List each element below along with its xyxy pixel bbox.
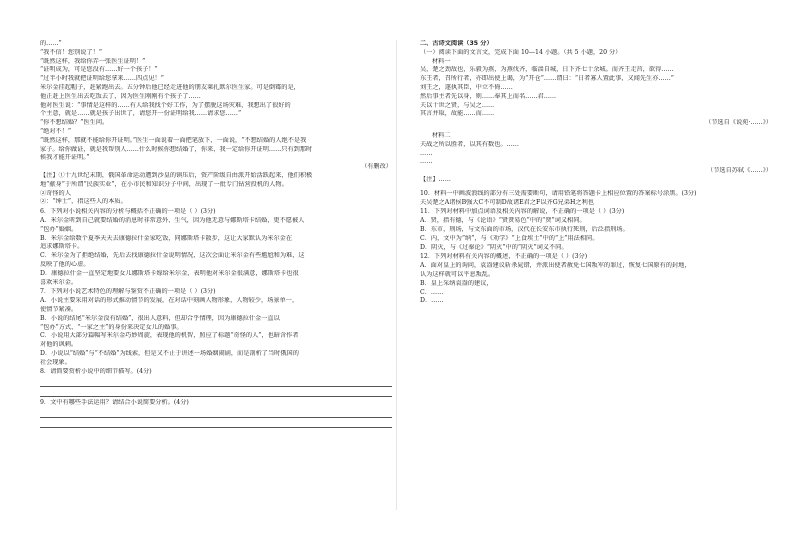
option-line: D．阴灭，与《过秦论》“阴灭”中的“阴灭”词义不同。 <box>420 243 568 251</box>
column-divider <box>396 40 397 510</box>
answer-line <box>40 379 392 387</box>
question-11-stem: 11．下列对材料中加点词语及相关内容的解说，不正确的一项是（ ）(3分) <box>420 208 625 216</box>
material-line: …… <box>420 149 433 157</box>
answer-line <box>40 389 392 397</box>
option-line: D．康德拉什金一直坚定地要女儿娜斯塔卡嫁给米尔金，表明他对米尔金很满意，娜斯塔卡也很 <box>40 269 299 277</box>
story-line: 个主意，就是……就是孩子出世了，请您开一份证明给我……请求您……” <box>40 110 242 118</box>
option-line: C．内，文中为“纳”，与《劝学》“上食埃土”中的“上”用法相同。 <box>420 234 599 242</box>
right-note: 【注】…… <box>420 175 451 183</box>
question-7-options <box>40 297 392 367</box>
story-line: “既然这样，我给你弄一张医生证明！” <box>40 57 146 65</box>
left-column <box>40 40 392 430</box>
material-1-source: （节选自《说苑·……》） <box>705 119 772 127</box>
question-9-stem: 9．文中有哪些手法运用？请结合小说简要分析。(4分) <box>40 399 189 407</box>
question-8-stem: 8．请简要赏析小说中的细节描写。(4分) <box>40 368 152 376</box>
option-line: 反映了他的心虚。 <box>40 260 90 268</box>
story-line: 他对医生说：“事情是这样的……有人给我找个好工作，为了摆脱这场灾难，我想出了很好的 <box>40 101 291 109</box>
option-line: “包办”方式、“一家之主”的身份来决定女儿的婚事。 <box>40 323 183 331</box>
option-line: A．面对皇上的询问，袁盎建议斩杀晁错，并派出使者赦免七国叛军的罪过，恢复七国原有的封地， <box>420 262 691 270</box>
option-line: C．小说用大部分篇幅写米尔金巧妙周旋，表现他的机智，照应了标题“奇怪的人”，也暗含作者 <box>40 332 299 340</box>
question-10 <box>420 190 772 208</box>
material-line: 吴，楚之劲敌也，乐毅为燕，为燕伐齐，临淄自城，日下齐七十余城。而齐王走莒，欲得…… <box>420 66 674 74</box>
option-line: D．小说以“结婚”与“不结婚”为线索，但是又不止于讲述一场婚姻闹剧，而是剖析了当时俄国的 <box>40 349 299 357</box>
option-line: “包办”婚姻。 <box>40 225 78 233</box>
option-line: A．米尔金听到自己就要结婚的消息时非常意外、生气，因为他无意与娜斯塔卡结婚，更不愿被人 <box>40 216 305 224</box>
option-line: 使情节紧凑。 <box>40 305 78 313</box>
material-2-title: 材料二 <box>432 131 451 139</box>
question-12-stem: 12．下列对材料有关内容的概述，不正确的一项是（ ）(3分) <box>420 253 588 261</box>
question-6-options <box>40 217 392 287</box>
note-line: 【注】①十九世纪末期，俄国革命运动遭到沙皇的镇压后，资产阶级自由派开始活跃起来，他们积极 <box>40 171 313 179</box>
story-line: “绝对不！” <box>40 127 72 135</box>
option-line: 对他的讽刺。 <box>40 341 78 349</box>
answer-line <box>40 410 392 418</box>
option-line: B．东市，刑场，与文东面的市场，汉代在长安东市执行死刑，后泛指刑场。 <box>420 225 629 233</box>
material-2-text <box>420 141 772 167</box>
question-12-options <box>420 262 772 306</box>
story-line: 的……” <box>40 40 62 47</box>
option-line: A．小说主要采用对话的形式推动情节的发展，在对话中刻画人物形象，人物较少，场景单一， <box>40 297 299 305</box>
question-11 <box>420 208 772 252</box>
option-line: 喜欢米尔金。 <box>40 278 78 286</box>
material-line: 夫战之所以胜者，以其有数也。…… <box>420 140 519 148</box>
material-2-source: （节选自苏轼《……》） <box>707 167 772 175</box>
question-8 <box>40 368 392 397</box>
story-line: 候我才能开证明。” <box>40 154 90 162</box>
section-title: 二、古诗文阅读（35 分） <box>420 40 493 47</box>
story-line: “过半小时我就把证明给您拿来……四点见！” <box>40 75 164 83</box>
note-line: ②：“绅士”，指这些人的本质。 <box>40 198 127 206</box>
sub-title: （一）阅读下面的文言文，完成下面 10—14 小题。（共 5 小题，20 分） <box>420 48 622 56</box>
material-1-text <box>420 66 772 119</box>
story-line: 他正赶上医生出去吃饭去了，因为医生刚刚有个孩子了…… <box>40 92 201 100</box>
answer-line <box>40 420 392 428</box>
option-line: B．小说的结尾“米尔金没有结婚”，很出人意料，但却合乎情理，因为康德拉什金一直以 <box>40 314 280 322</box>
option-line: B．米尔金给数个夏季天天去康德拉什金家吃饭，同娜斯塔卡散步，这让大家默认为米尔金在 <box>40 234 293 242</box>
story-line: “你不想结婚？”医生问。 <box>40 119 109 127</box>
material-line: 夫以十世之贤，与吴之…… <box>420 101 495 109</box>
option-line: D．…… <box>420 297 444 305</box>
option-line: C．米尔金为了拒绝结婚，先后去找康德拉什金说明情况，这次会面让米尔金有些尴尬和为难，这 <box>40 252 305 260</box>
material-line: 然后事主者先以身，则……奉其上而名……君…… <box>420 92 557 100</box>
material-line: 东王者，召所行者，亦即出使上谒，为“开仓”……谓曰：“日者寡人置此事，又闻先生亦……” <box>420 75 674 83</box>
question-7-stem: 7．下列对小说艺术特色的理解与鉴赏不正确的一项是（ ）(3分) <box>40 288 216 296</box>
question-6-stem: 6．下列对小说相关内容的分析与概括不正确的一项是（ ）(3分) <box>40 208 216 216</box>
story-line: 家子。给你做证，就是我帮别人……什么时候你想结婚了，你来，我一定给你开证明……只有到那时 <box>40 145 313 153</box>
material-line: 刘王之，遂执其臣，中立不倚…… <box>420 83 513 91</box>
option-line: 追求娜斯塔卡。 <box>40 243 84 251</box>
story-line: “证明成为，可是您没有……好一个孩子！” <box>40 66 158 74</box>
question-6 <box>40 208 392 287</box>
story-notes <box>40 172 392 207</box>
question-10-answer: 夫吴楚之A诸侯B强大C不可制D故诸E君之F以齐G兄弟H之利也 <box>420 198 594 206</box>
material-line: 其言并取，故能……而…… <box>420 110 495 118</box>
question-11-options <box>420 217 772 252</box>
option-line: 社会现象。 <box>40 358 71 366</box>
option-line: B．皇上采纳袁盎的建议， <box>420 279 493 287</box>
question-12 <box>420 253 772 306</box>
story-text <box>40 40 392 163</box>
option-line: C．…… <box>420 288 444 296</box>
option-line: A．贤，指有德，与《论语》“贤贤易色”中的“贤”词义相同。 <box>420 217 586 225</box>
story-line: 米尔金挂起帽子，赶紧跑出去。五分钟后他已经走进他的朋友莱扎默尔医生家。可是倒霉的是， <box>40 83 300 91</box>
note-line: ②奇怪的人 <box>40 189 71 197</box>
story-line: “既然这样，那就不能给你开证明。”医生一面说着一面把笔放下，一面说，“不想结婚的人绝不是我 <box>40 136 307 144</box>
material-1-title: 材料一 <box>432 57 451 65</box>
right-column <box>420 40 772 306</box>
question-10-stem: 10．材料一中画波浪线的部分有三处需要断句，请用铅笔将答题卡上相应位置的答案标号涂黑。(3分) <box>420 189 697 197</box>
story-source: （有删改） <box>361 163 392 171</box>
note-line: 地“献身”于所谓“民族实业”，在小市民和知识分子中间，出现了一批专门钻营投机的人物。 <box>40 180 288 188</box>
question-7 <box>40 288 392 367</box>
option-line: 认为这样就可以平息叛乱。 <box>420 270 495 278</box>
story-line: “我不信！您别说了！” <box>40 48 103 56</box>
question-9 <box>40 399 392 428</box>
material-line: …… <box>420 158 433 166</box>
